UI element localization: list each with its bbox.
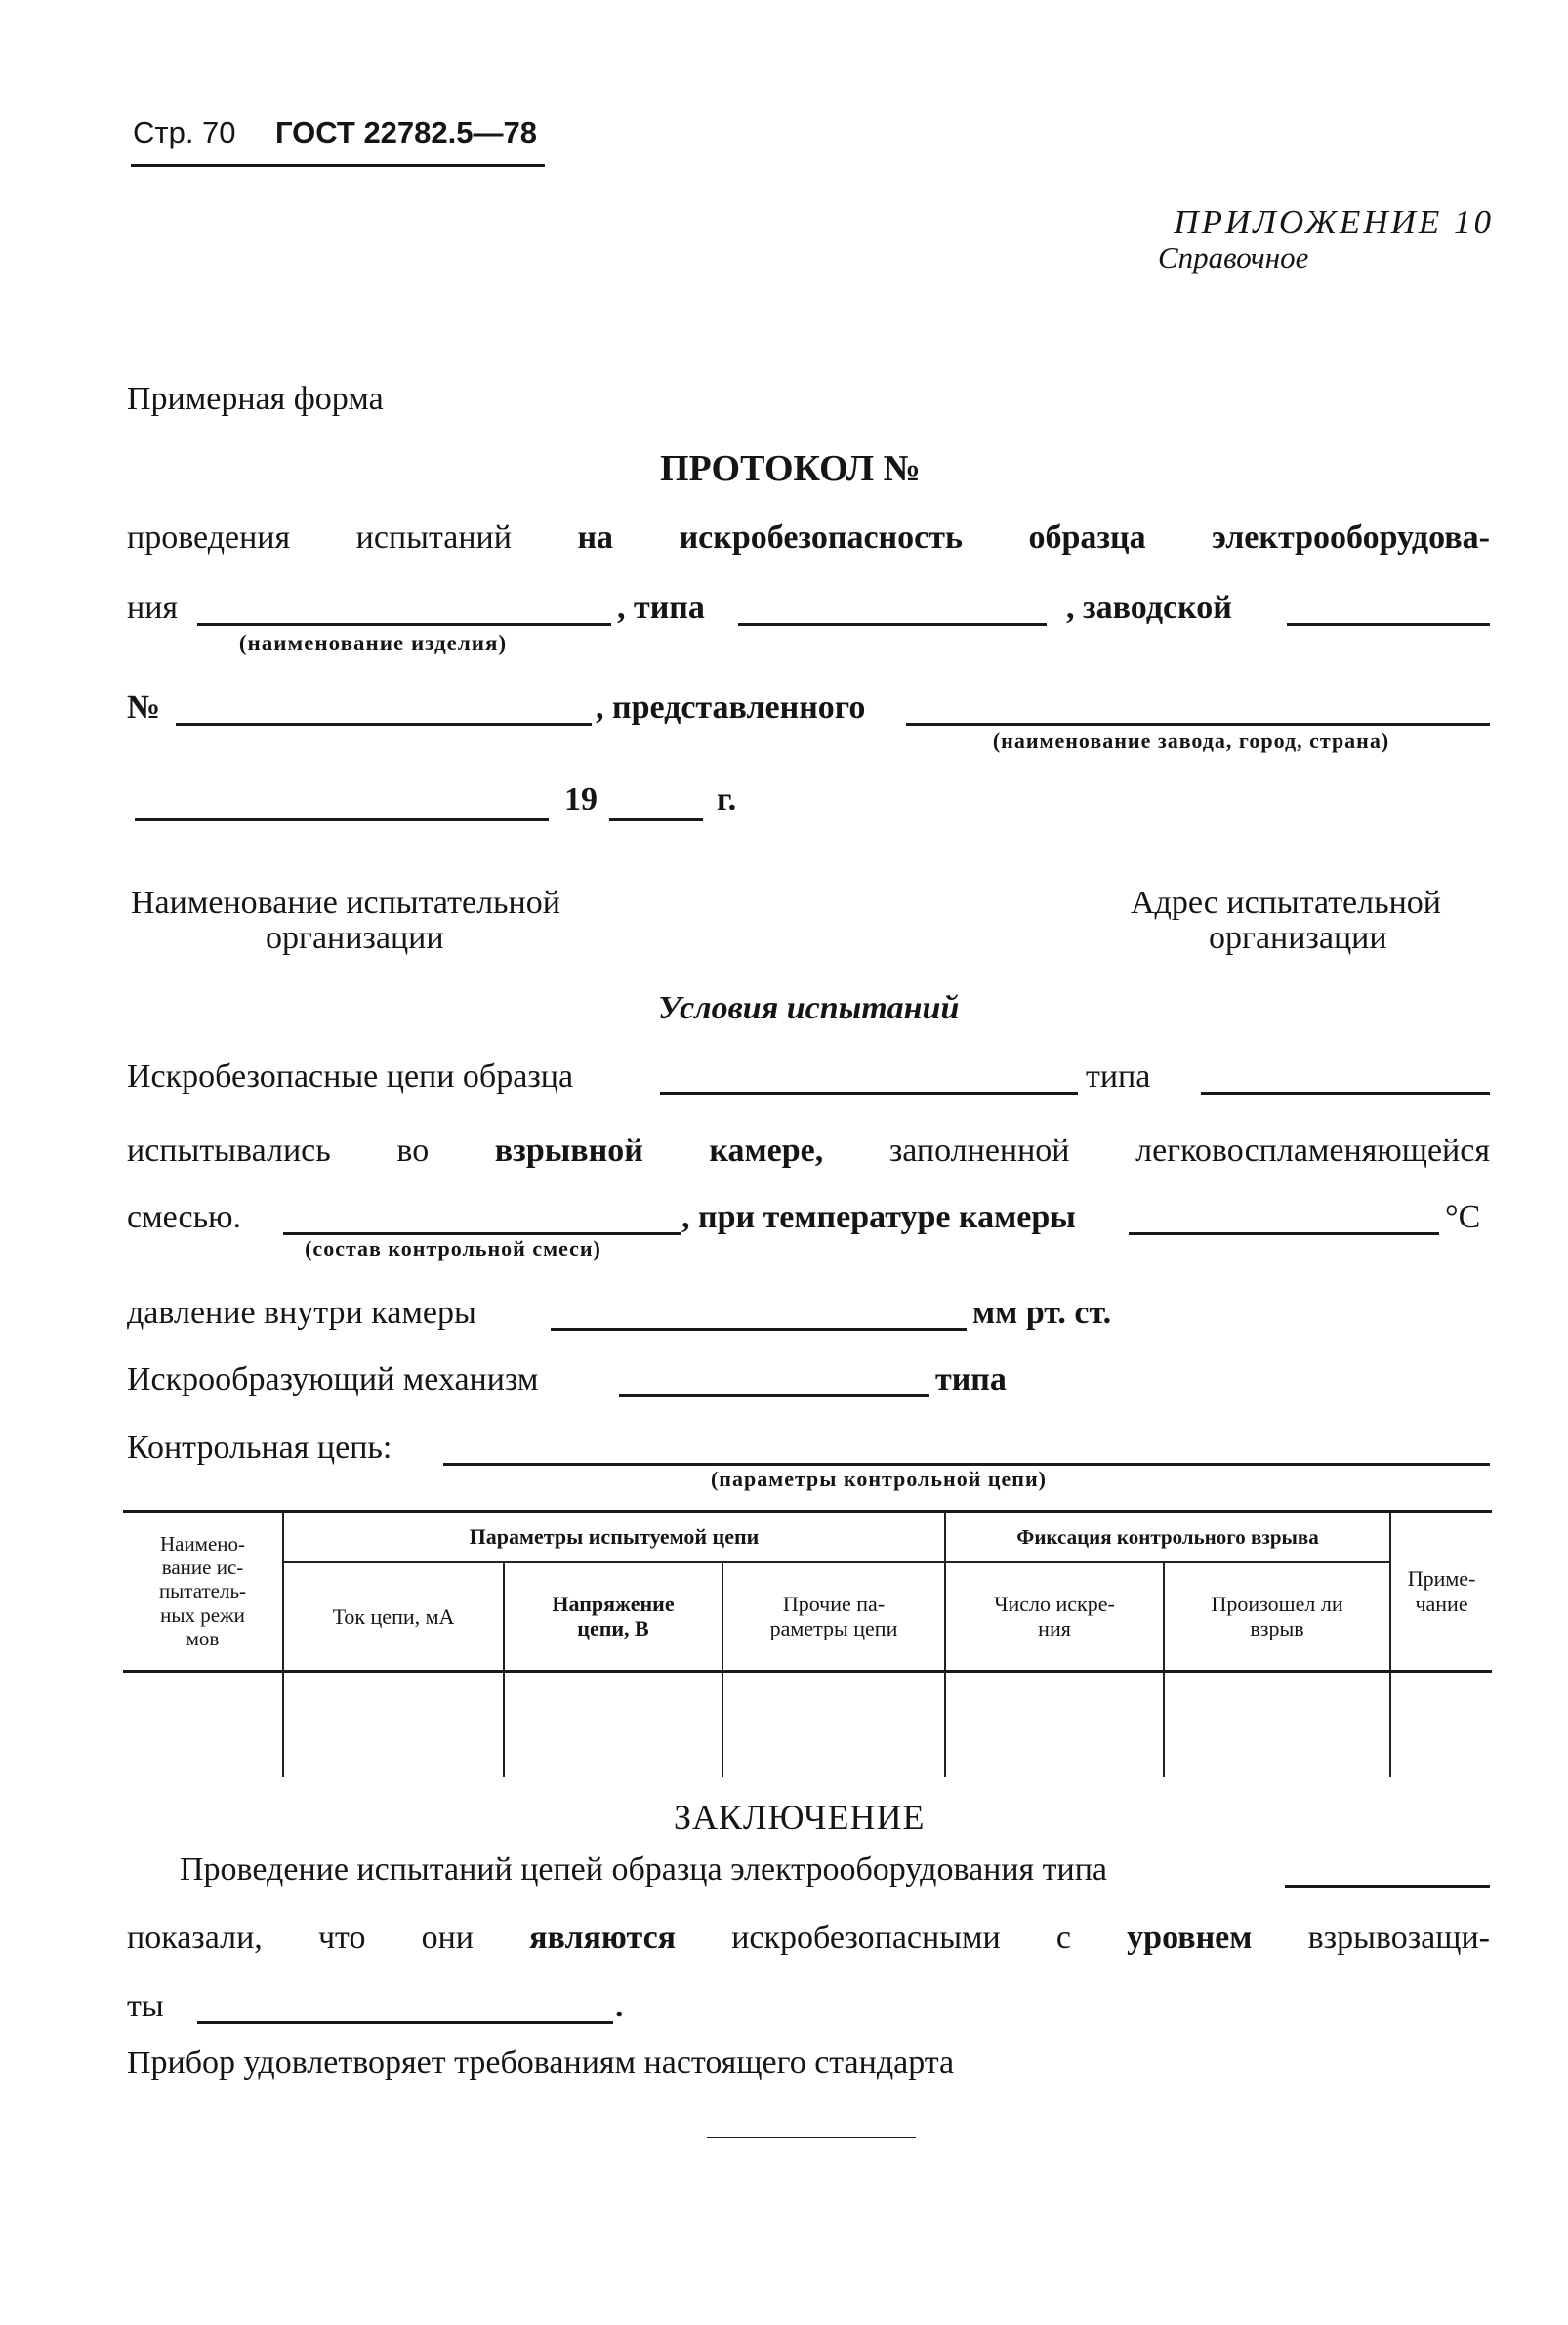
header-text: чание: [1415, 1591, 1468, 1616]
org-address-line1: Адрес испытательной: [1131, 885, 1442, 921]
temperature-label: , при температуре камеры: [681, 1199, 1076, 1235]
manufacturer-field: [906, 723, 1490, 726]
col-other-header: [722, 1562, 945, 1672]
header-text: Напряжение: [552, 1591, 675, 1616]
circuits-field: [660, 1092, 1078, 1095]
pressure-label: давление внутри камеры: [127, 1295, 476, 1331]
header-text: Прочие па-: [782, 1591, 886, 1616]
word: проведения: [127, 519, 291, 556]
word: являются: [529, 1920, 677, 1956]
date-suffix: г.: [717, 781, 737, 817]
col-sparks-header: [945, 1562, 1164, 1672]
number-sign: №: [127, 689, 161, 726]
date-year-label: 19: [564, 781, 598, 817]
mechanism-field: [619, 1394, 929, 1397]
conclusion-title: ЗАКЛЮЧЕНИЕ: [674, 1798, 926, 1837]
page-number: Стр. 70: [133, 115, 236, 149]
header-text: цепи, В: [577, 1616, 649, 1641]
appendix-type: Справочное: [1158, 240, 1309, 274]
header-text: раметры цепи: [769, 1616, 898, 1641]
number-field: [176, 723, 592, 726]
header-text: Приме-: [1407, 1566, 1476, 1592]
word: во: [396, 1133, 430, 1169]
col-current-header: Ток цепи, мА: [283, 1562, 504, 1672]
mixture-field: [283, 1232, 681, 1235]
conclusion-line-3: ты: [127, 1988, 164, 2024]
org-name-line1: Наименование испытательной: [131, 885, 560, 921]
header-text: пытатель-: [158, 1579, 247, 1603]
protocol-line-2-start: ния: [127, 590, 179, 626]
type-label: , типа: [617, 590, 705, 626]
conclusion-type-field: [1285, 1885, 1490, 1888]
standard-number: ГОСТ 22782.5—78: [275, 115, 537, 149]
control-circuit-field: [443, 1463, 1490, 1466]
product-name-field: [197, 623, 611, 626]
word: искробезопасность: [679, 519, 963, 556]
word: взрывной: [494, 1133, 643, 1169]
word: камере,: [709, 1133, 824, 1169]
header-text: мов: [186, 1626, 220, 1650]
mechanism-type-label: типа: [935, 1361, 1007, 1397]
table-cell: [1164, 1672, 1390, 1777]
word: искробезопасными: [731, 1920, 1001, 1956]
date-year-field: [609, 818, 703, 821]
header-text: взрыв: [1250, 1616, 1304, 1641]
caption-product: (наименование изделия): [238, 631, 508, 655]
org-name-line2: организации: [266, 920, 444, 956]
word: испытывались: [127, 1133, 331, 1169]
col-explosion-header: [1164, 1562, 1390, 1672]
conditions-title: Условия испытаний: [658, 990, 960, 1026]
protocol-line-1: [127, 519, 1490, 557]
word: легковоспламеняющейся: [1135, 1133, 1490, 1169]
word: что: [317, 1920, 366, 1956]
word: с: [1055, 1920, 1072, 1956]
conclusion-line-4: Прибор удовлетворяет требованиям настоящего стандарта: [127, 2045, 955, 2081]
table-cell: [945, 1672, 1164, 1777]
circuits-type-field: [1201, 1092, 1490, 1095]
word: уровнем: [1127, 1920, 1253, 1956]
factory-label: , заводской: [1066, 590, 1232, 626]
pressure-field: [551, 1328, 967, 1331]
circuits-label: Искробезопасные цепи образца: [127, 1059, 574, 1095]
word: электрооборудова-: [1212, 519, 1490, 556]
group-fixation-header: Фиксация контрольного взрыва: [945, 1512, 1390, 1562]
word: испытаний: [355, 519, 512, 556]
table-cell: [722, 1672, 945, 1777]
serial-field: [1287, 623, 1490, 626]
mixture-label: смесью.: [127, 1199, 242, 1235]
word: взрывозащи-: [1307, 1920, 1490, 1956]
header-text: ния: [1038, 1616, 1071, 1641]
word: показали,: [127, 1920, 263, 1956]
tested-line: [127, 1133, 1490, 1170]
appendix-title: ПРИЛОЖЕНИЕ 10: [1174, 203, 1494, 241]
protection-level-field: [197, 2021, 613, 2024]
col-voltage-header: [504, 1562, 722, 1672]
control-circuit-label: Контрольная цепь:: [127, 1430, 392, 1466]
type-field: [738, 623, 1047, 626]
word: они: [421, 1920, 474, 1956]
temperature-unit: °С: [1445, 1199, 1481, 1235]
word: заполненной: [888, 1133, 1070, 1169]
group-params-header: Параметры испытуемой цепи: [283, 1512, 945, 1562]
date-day-field: [135, 818, 549, 821]
table-cell: [123, 1672, 283, 1777]
word: образца: [1028, 519, 1146, 556]
header-text: вание ис-: [161, 1556, 244, 1580]
table-cell: [1390, 1672, 1492, 1777]
protocol-title: ПРОТОКОЛ №: [660, 448, 921, 489]
caption-control: (параметры контрольной цепи): [710, 1467, 1047, 1491]
table-row: [123, 1672, 1492, 1777]
table-cell: [504, 1672, 722, 1777]
word: на: [577, 519, 614, 556]
pressure-unit: мм рт. ст.: [972, 1295, 1112, 1331]
header-text: ных режи: [160, 1602, 245, 1627]
conclusion-line-2: [127, 1920, 1490, 1957]
mechanism-label: Искрообразующий механизм: [127, 1361, 539, 1397]
caption-mixture: (состав контрольной смеси): [305, 1236, 601, 1261]
table-cell: [283, 1672, 504, 1777]
header-text: Число искре-: [994, 1591, 1115, 1616]
header-text: Наимено-: [159, 1532, 246, 1557]
presented-label: , представленного: [596, 689, 866, 726]
org-address-line2: организации: [1209, 920, 1387, 956]
conclusion-line-1: Проведение испытаний цепей образца электрооборудования типа: [180, 1851, 1108, 1888]
header-text: Произошел ли: [1211, 1591, 1343, 1616]
end-rule: [707, 2137, 916, 2138]
temperature-field: [1129, 1232, 1439, 1235]
conclusion-line-3-end: .: [615, 1988, 624, 2024]
caption-factory: (наименование завода, город, страна): [992, 728, 1390, 753]
circuits-type-label: типа: [1086, 1059, 1151, 1095]
test-results-table: [123, 1510, 1492, 1777]
col-mode-header: [123, 1512, 283, 1672]
sample-form-label: Примерная форма: [127, 381, 384, 417]
header-underline: [131, 164, 545, 167]
col-note-header: [1390, 1512, 1492, 1672]
